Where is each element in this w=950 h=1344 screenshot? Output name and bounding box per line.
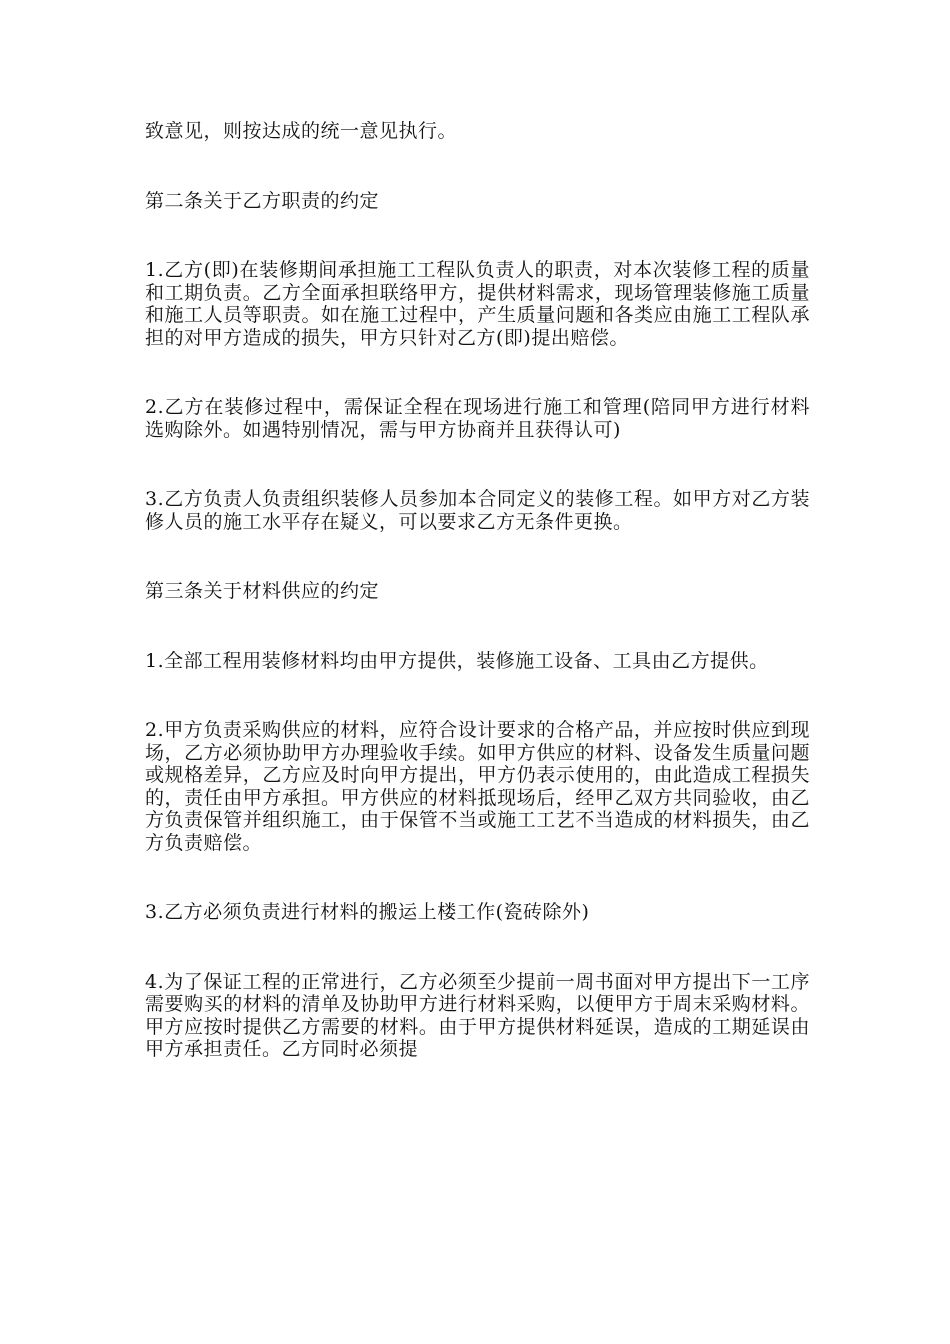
document-body: [145, 120, 810, 1108]
article-3-clause-3: 3.乙方必须负责进行材料的搬运上楼工作(瓷砖除外): [145, 901, 590, 923]
article-3-heading: 第三条关于材料供应的约定: [145, 580, 380, 602]
article-3-clause-1: 1.全部工程用装修材料均由甲方提供，装修施工设备、工具由乙方提供。: [145, 649, 769, 672]
article-3-clause-4: 4.为了保证工程的正常进行，乙方必须至少提前一周书面对甲方提出下一工序需要购买的材料的清单及协助甲方进行材料采购，以便甲方于周末采购材料。甲方应按时提供乙方需要的材料。由于甲方提供材料延误，造成的工期延误由甲方承担责任。乙方同时必须提: [145, 970, 810, 1060]
article-2-heading: 第二条关于乙方职责的约定: [145, 189, 380, 212]
paragraph-continuation: 致意见，则按达成的统一意见执行。: [145, 120, 458, 142]
article-2-clause-3: 3.乙方负责人负责组织装修人员参加本合同定义的装修工程。如甲方对乙方装修人员的施工水平存在疑义，可以要求乙方无条件更换。: [145, 488, 810, 533]
article-2-clause-2: 2.乙方在装修过程中，需保证全程在现场进行施工和管理(陪同甲方进行材料选购除外。如遇特别情况，需与甲方协商并且获得认可): [145, 396, 810, 441]
article-2-clause-1: 1.乙方(即)在装修期间承担施工工程队负责人的职责，对本次装修工程的质量和工期负责。乙方全面承担联络甲方，提供材料需求，现场管理装修施工质量和施工人员等职责。如在施工过程中，产生质量问题和各类应由施工工程队承担的对甲方造成的损失，甲方只针对乙方(即)提出赔偿。: [145, 259, 810, 349]
article-3-clause-2: 2.甲方负责采购供应的材料，应符合设计要求的合格产品，并应按时供应到现场，乙方必须协助甲方办理验收手续。如甲方供应的材料、设备发生质量问题或规格差异，乙方应及时向甲方提出，甲方仍表示使用的，由此造成工程损失的，责任由甲方承担。甲方供应的材料抵现场后，经甲乙双方共同验收，由乙方负责保管并组织施工，由于保管不当或施工工艺不当造成的材料损失，由乙方负责赔偿。: [145, 719, 810, 854]
